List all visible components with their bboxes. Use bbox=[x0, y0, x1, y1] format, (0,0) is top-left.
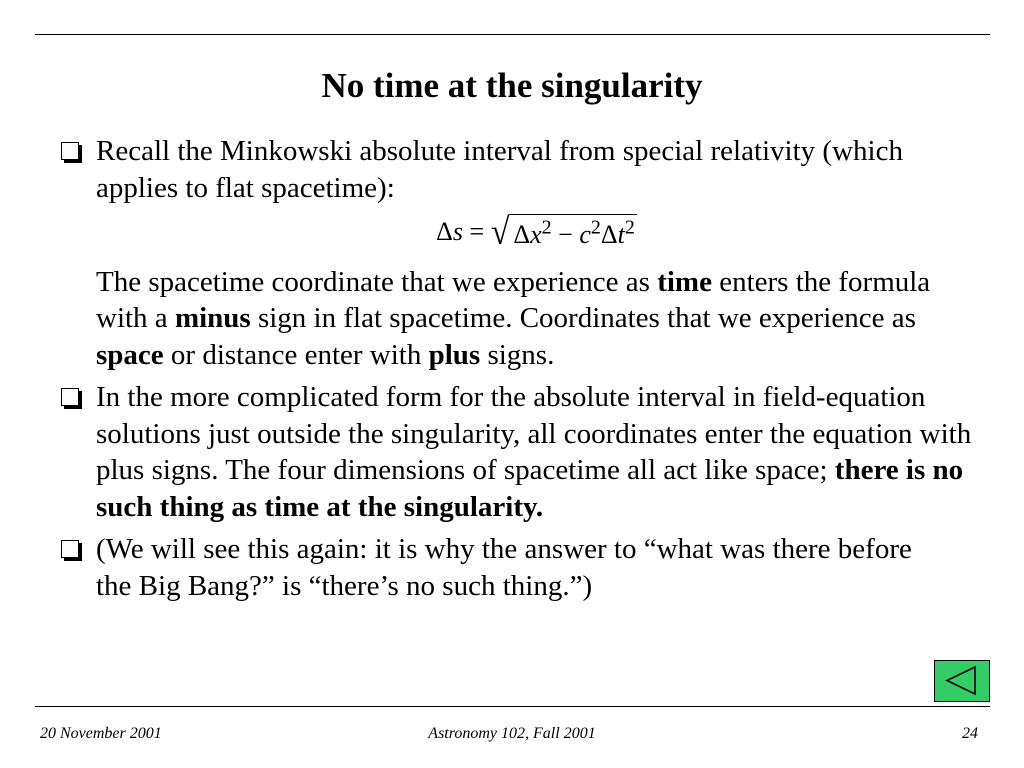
bullet-3: (We will see this again: it is why the answer to “what was there before the Big Bang?” is “there’s no such thing.”) bbox=[57, 531, 977, 604]
minkowski-equation: Δs = √ $\Delta x^2 - c^2\Delta t^2$ bbox=[96, 212, 977, 255]
bottom-rule bbox=[35, 706, 990, 707]
checkbox-bullet-icon bbox=[61, 142, 79, 160]
sqrt-symbol: √ $\Delta x^2 - c^2\Delta t^2$ bbox=[491, 214, 637, 255]
footer-date: 20 November 2001 bbox=[40, 725, 162, 742]
bullet-1-text: Recall the Minkowski absolute interval from special relativity (which applies to flat spacetime): bbox=[96, 135, 903, 204]
top-rule bbox=[35, 34, 990, 35]
slide-title: No time at the singularity bbox=[321, 66, 703, 105]
slide-body bbox=[57, 133, 977, 604]
back-triangle-icon bbox=[935, 661, 988, 700]
footer-page-number: 24 bbox=[962, 725, 978, 742]
checkbox-bullet-icon bbox=[61, 388, 79, 406]
footer-course: Astronomy 102, Fall 2001 bbox=[428, 725, 596, 742]
bullet-2: In the more complicated form for the absolute interval in field-equation solutions just outside the singularity, all coordinates enter the equation with plus signs. The four dimensions of spacetime all act like space; there is no such thing as time at the singularity. bbox=[57, 379, 977, 525]
back-button[interactable] bbox=[934, 660, 990, 702]
explanation-paragraph: The spacetime coordinate that we experience as time enters the formula with a minus sign in flat spacetime. Coordinates that we experience as space or distance enter with plus signs. bbox=[96, 265, 931, 371]
checkbox-bullet-icon bbox=[61, 540, 79, 558]
bullet-1 bbox=[57, 133, 977, 206]
